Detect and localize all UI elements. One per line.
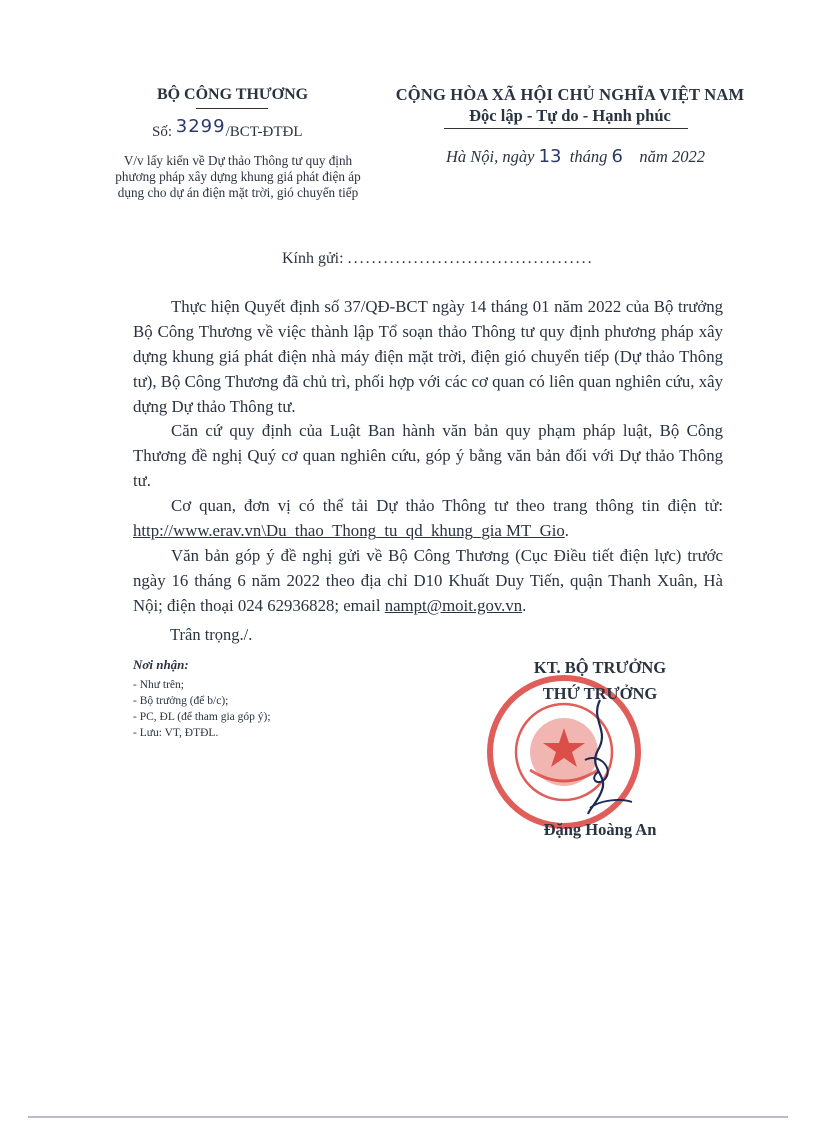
recipient-line (282, 250, 594, 268)
ministry-underline (196, 108, 268, 109)
paragraph-3 (133, 493, 723, 543)
signature-title-2: THỨ TRƯỞNG (542, 684, 658, 703)
scan-edge-line (28, 1116, 788, 1118)
date-place: Hà Nội, ngày (446, 147, 535, 166)
date-month: 6 (611, 146, 623, 167)
paragraph-3-end: . (564, 521, 569, 540)
recipient-item: - Bộ trưởng (để b/c); (133, 695, 229, 707)
motto-underline (444, 128, 688, 129)
signature-title-1: KT. BỘ TRƯỞNG (533, 658, 667, 677)
handwritten-signature (560, 690, 650, 820)
signer-name: Đặng Hoàng An (543, 820, 657, 839)
date-month-label: tháng (569, 147, 608, 166)
paragraph-4-text: Văn bản góp ý đề nghị gửi về Bộ Công Thương (Cục Điều tiết điện lực) trước ngày 16 tháng 6 năm 2022 theo địa chỉ D10 Khuất Duy Tiến, quận Thanh Xuân, Hà Nội; điện thoại 024 62936828; email (133, 546, 723, 615)
paragraph-4 (133, 543, 723, 618)
number-suffix: /BCT-ĐTĐL (225, 124, 303, 140)
paragraph-1: Thực hiện Quyết định số 37/QĐ-BCT ngày 14 tháng 01 năm 2022 của Bộ trưởng Bộ Công Thương về việc thành lập Tổ soạn thảo Thông tư quy định phương pháp xây dựng khung giá phát điện nhà máy điện mặt trời, điện gió chuyển tiếp (Dự thảo Thông tư), Bộ Công Thương đã chủ trì, phối hợp với các cơ quan có liên quan nghiên cứu, xây dựng Dự thảo Thông tư. (133, 297, 723, 416)
date-year: năm 2022 (639, 147, 705, 166)
document-number (152, 116, 303, 141)
number-label: Số: (152, 124, 173, 140)
recipient-item: - Như trên; (133, 679, 184, 691)
ministry-name: BỘ CÔNG THƯƠNG (156, 86, 309, 103)
republic-title: CỘNG HÒA XÃ HỘI CHỦ NGHĨA VIỆT NAM (395, 85, 745, 104)
draft-link[interactable]: http://www.erav.vn\Du_thao_Thong_tu_qd_khung_gia MT_Gio (133, 521, 565, 540)
dateline (446, 146, 705, 167)
paragraph-3-text: Cơ quan, đơn vị có thể tải Dự thảo Thông tư theo trang thông tin điện tử: (171, 496, 723, 515)
subject-line: V/v lấy kiến về Dự thảo Thông tư quy định phương pháp xây dựng khung giá phát điện áp dụng cho dự án điện mặt trời, gió chuyển tiếp (115, 153, 361, 200)
paragraph-4-end: . (522, 596, 527, 615)
recipients-title: Nơi nhận: (133, 657, 189, 672)
closing-regards: Trân trọng./. (170, 625, 253, 644)
email-link[interactable]: nampt@moit.gov.vn (384, 596, 523, 615)
recipient-item: - Lưu: VT, ĐTĐL. (133, 727, 219, 739)
date-day: 13 (538, 146, 562, 167)
recipient-label: Kính gửi: (282, 250, 344, 267)
recipient-item: - PC, ĐL (để tham gia góp ý); (133, 711, 271, 723)
recipient-dots: ......................................... (347, 250, 594, 267)
national-motto: Độc lập - Tự do - Hạnh phúc (469, 106, 671, 125)
recipients-list (133, 677, 271, 741)
paragraph-2: Căn cứ quy định của Luật Ban hành văn bản quy phạm pháp luật, Bộ Công Thương đề nghị Quý cơ quan nghiên cứu, góp ý bằng văn bản đối với Dự thảo Thông tư. (133, 421, 723, 490)
number-handwritten: 3299 (175, 116, 226, 137)
